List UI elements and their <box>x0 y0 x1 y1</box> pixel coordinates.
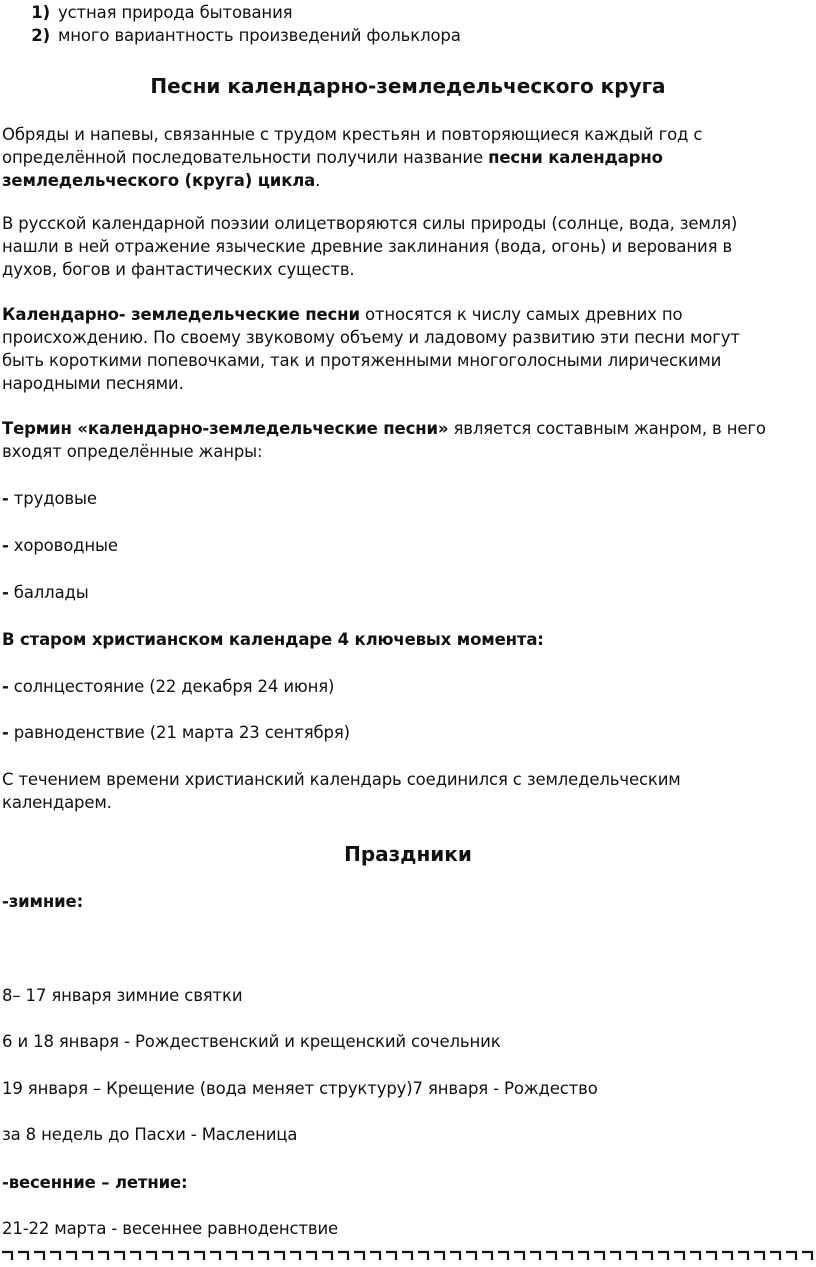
holiday-item: 6 и 18 января - Рождественский и крещенский сочельник <box>2 1032 501 1051</box>
paragraph-line: народными песнями. <box>2 374 184 393</box>
bold-term: Календарно- земледельческие песни <box>2 305 360 324</box>
section-heading-songs: Песни календарно-земледельческого круга <box>150 74 666 98</box>
paragraph-line: происхождению. По своему звуковому объему и ладовому развитию эти песни могут <box>2 328 740 347</box>
bold-term: -весенние – летние: <box>2 1173 188 1192</box>
moment-text: равноденствие (21 марта 23 сентября) <box>8 723 350 742</box>
list-text: устная природа бытования <box>58 3 293 22</box>
paragraph-line <box>2 419 766 438</box>
moment-item <box>2 677 334 696</box>
winter-label <box>2 892 83 911</box>
spring-label <box>2 1173 187 1192</box>
section-heading-holidays: Праздники <box>344 842 472 866</box>
genre-text: баллады <box>8 583 89 602</box>
dash: - <box>2 583 9 602</box>
text-run: является составным жанром, в него <box>448 419 766 438</box>
list-number: 1) <box>31 3 50 22</box>
dash: - <box>2 723 9 742</box>
bold-term: песни календарно <box>488 148 663 167</box>
bold-term: Термин «календарно-земледельческие песни» <box>2 419 449 438</box>
decorative-border <box>0 1250 816 1262</box>
holiday-item: 8– 17 января зимние святки <box>2 986 243 1005</box>
genre-item <box>2 489 97 508</box>
bold-term: В старом христианском календаре 4 ключевых момента: <box>2 630 544 649</box>
genre-text: трудовые <box>8 489 97 508</box>
paragraph-line: Обряды и напевы, связанные с трудом крестьян и повторяющиеся каждый год с <box>2 125 703 144</box>
bold-term: -зимние: <box>2 892 84 911</box>
list-text: много вариантность произведений фольклора <box>58 26 461 45</box>
paragraph-line: нашли в ней отражение языческие древние заклинания (вода, огонь) и верования в <box>2 237 733 256</box>
holiday-item: 21-22 марта - весеннее равноденствие <box>2 1219 339 1238</box>
text-run: относятся к числу самых древних по <box>359 305 683 324</box>
paragraph-line: В русской календарной поэзии олицетворяются силы природы (солнце, вода, земля) <box>2 214 738 233</box>
bold-term: земледельческого (круга) цикла <box>2 171 316 190</box>
paragraph-line <box>2 171 320 190</box>
text-run: определённой последовательности получили название <box>2 148 489 167</box>
list-item <box>20 26 461 45</box>
dash: - <box>2 536 9 555</box>
genre-item <box>2 583 89 602</box>
genre-item <box>2 536 118 555</box>
dash: - <box>2 489 9 508</box>
paragraph-line: входят определённые жанры: <box>2 442 263 461</box>
holiday-item: 19 января – Крещение (вода меняет структуру)7 января - Рождество <box>2 1079 598 1098</box>
paragraph-line <box>2 305 682 324</box>
paragraph-line: С течением времени христианский календарь соединился с земледельческим <box>2 770 681 789</box>
paragraph-line: духов, богов и фантастических существ. <box>2 260 355 279</box>
text-run: . <box>315 171 321 190</box>
list-item <box>20 3 292 22</box>
moment-item <box>2 723 350 742</box>
holiday-item: за 8 недель до Пасхи - Масленица <box>2 1125 298 1144</box>
genre-text: хороводные <box>8 536 118 555</box>
paragraph-line: быть короткими попевочками, так и протяженными многоголосными лирическими <box>2 351 722 370</box>
list-number: 2) <box>31 26 50 45</box>
calendar-heading <box>2 630 544 649</box>
dash: - <box>2 677 9 696</box>
moment-text: солнцестояние (22 декабря 24 июня) <box>8 677 335 696</box>
paragraph-line <box>2 148 663 167</box>
paragraph-line: календарем. <box>2 793 112 812</box>
